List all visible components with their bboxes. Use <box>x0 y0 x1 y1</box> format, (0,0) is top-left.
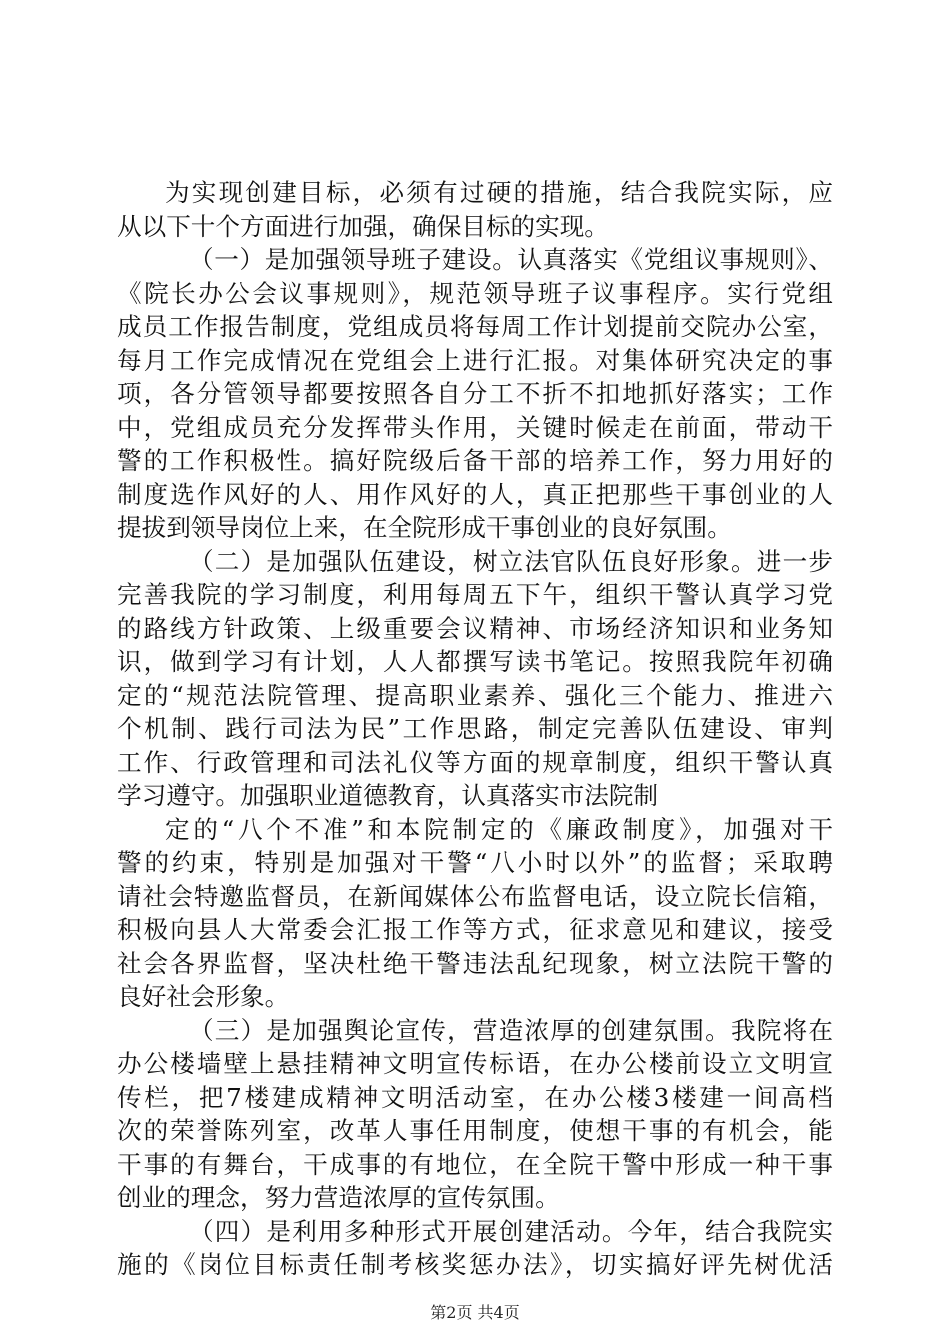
paragraph-line: （四）是利用多种形式开展创建活动。今年，结合我院实 <box>189 1217 833 1246</box>
paragraph-line: 警的约束，特别是加强对干警“八小时以外”的监督；采取聘 <box>117 848 833 877</box>
paragraph-line: 工作、行政管理和司法礼仪等方面的规章制度，组织干警认真 <box>117 748 833 777</box>
paragraph-line: 传栏，把7楼建成精神文明活动室，在办公楼3楼建一间高档 <box>117 1083 833 1112</box>
paragraph-line: 请社会特邀监督员，在新闻媒体公布监督电话，设立院长信箱， <box>117 882 833 911</box>
paragraph-line: 定的“八个不准”和本院制定的《廉政制度》，加强对干 <box>165 815 833 844</box>
paragraph-line: 办公楼墙壁上悬挂精神文明宣传标语，在办公楼前设立文明宣 <box>117 1049 833 1078</box>
paragraph-line: （三）是加强舆论宣传，营造浓厚的创建氛围。我院将在 <box>189 1016 833 1045</box>
paragraph-line: 干事的有舞台，干成事的有地位，在全院干警中形成一种干事 <box>117 1150 833 1179</box>
paragraph-line: 积极向县人大常委会汇报工作等方式，征求意见和建议，接受 <box>117 915 833 944</box>
paragraph-line: 成员工作报告制度，党组成员将每周工作计划提前交院办公室， <box>117 312 833 341</box>
paragraph-line: 完善我院的学习制度，利用每周五下午，组织干警认真学习党 <box>117 580 833 609</box>
paragraph-line: 施的《岗位目标责任制考核奖惩办法》，切实搞好评先树优活 <box>117 1250 833 1279</box>
paragraph-line: 社会各界监督，坚决杜绝干警违法乱纪现象，树立法院干警的 <box>117 949 833 978</box>
paragraph-line: 定的“规范法院管理、提高职业素养、强化三个能力、推进六 <box>117 681 833 710</box>
page-number-footer: 第2页 共4页 <box>430 1303 520 1322</box>
paragraph-line: 为实现创建目标，必须有过硬的措施，结合我院实际，应 <box>165 178 833 207</box>
paragraph-line: 创业的理念，努力营造浓厚的宣传氛围。 <box>117 1183 560 1212</box>
paragraph-line: 良好社会形象。 <box>117 982 290 1011</box>
paragraph-line: 的路线方针政策、上级重要会议精神、市场经济知识和业务知 <box>117 614 833 643</box>
paragraph-line: （二）是加强队伍建设，树立法官队伍良好形象。进一步 <box>189 547 833 576</box>
paragraph-line: 识，做到学习有计划，人人都撰写读书笔记。按照我院年初确 <box>117 647 833 676</box>
paragraph-line: 项，各分管领导都要按照各自分工不折不扣地抓好落实；工作 <box>117 379 833 408</box>
paragraph-line: 次的荣誉陈列室，改革人事任用制度，使想干事的有机会，能 <box>117 1116 833 1145</box>
paragraph-line: 从以下十个方面进行加强，确保目标的实现。 <box>117 212 609 241</box>
paragraph-line: 警的工作积极性。搞好院级后备干部的培养工作，努力用好的 <box>117 446 833 475</box>
paragraph-line: 学习遵守。加强职业道德教育，认真落实市法院制 <box>117 781 659 810</box>
paragraph-line: 个机制、践行司法为民”工作思路，制定完善队伍建设、审判 <box>117 714 833 743</box>
paragraph-line: 《院长办公会议事规则》，规范领导班子议事程序。实行党组 <box>117 279 833 308</box>
paragraph-line: 提拔到领导岗位上来，在全院形成干事创业的良好氛围。 <box>117 513 732 542</box>
paragraph-line: （一）是加强领导班子建设。认真落实《党组议事规则》、 <box>189 245 833 274</box>
paragraph-line: 每月工作完成情况在党组会上进行汇报。对集体研究决定的事 <box>117 346 833 375</box>
paragraph-line: 制度选作风好的人、用作风好的人，真正把那些干事创业的人 <box>117 480 833 509</box>
paragraph-line: 中，党组成员充分发挥带头作用，关键时候走在前面，带动干 <box>117 413 833 442</box>
